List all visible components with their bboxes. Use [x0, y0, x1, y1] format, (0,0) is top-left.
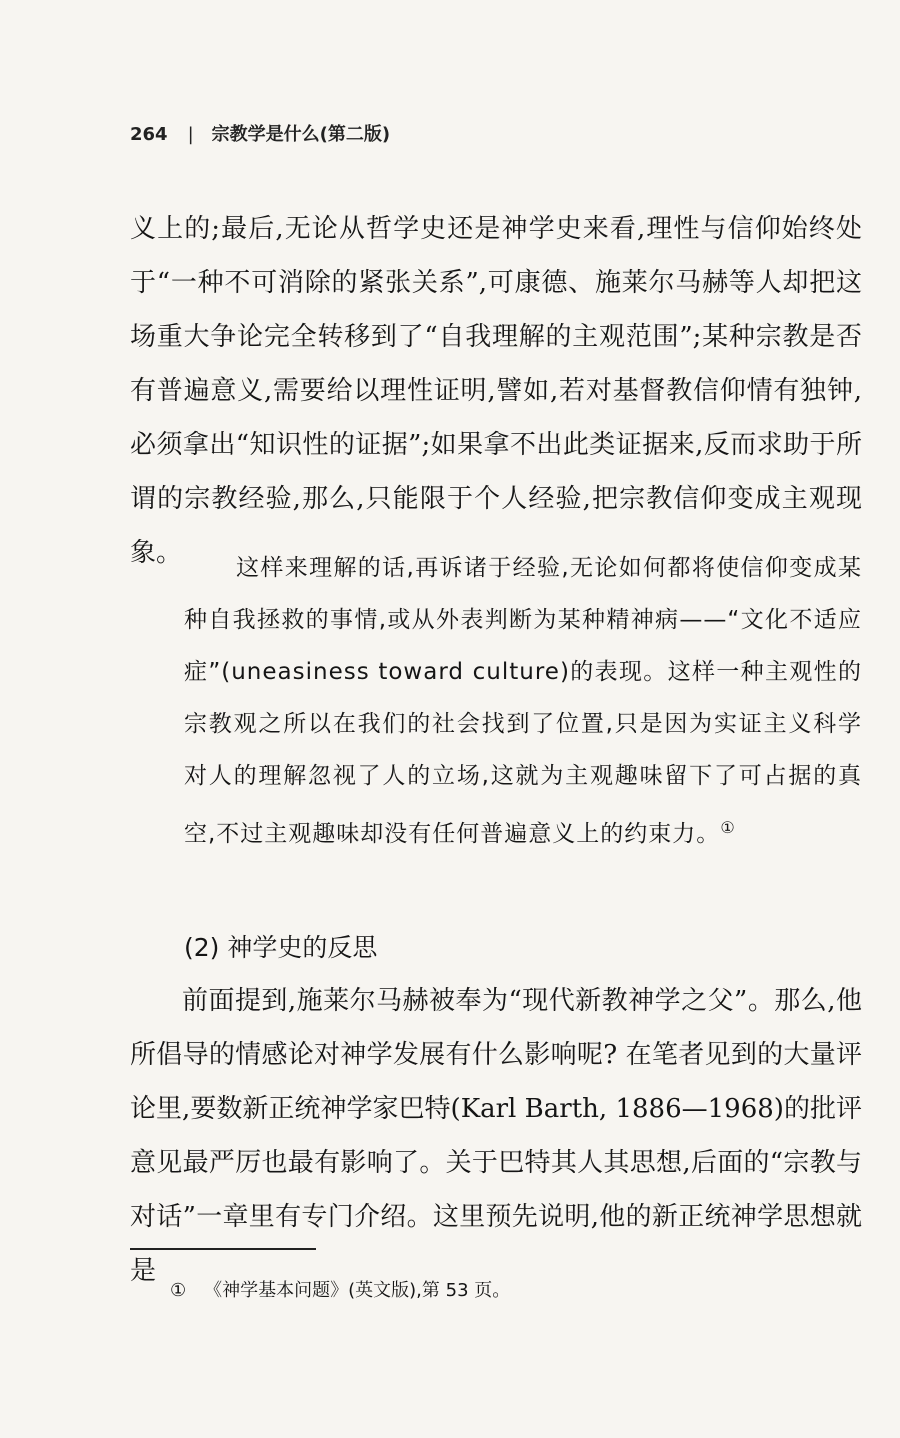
book-title: 宗教学是什么(第二版)	[211, 124, 391, 145]
block-quote	[184, 542, 862, 860]
footnote-reference: ①	[720, 818, 736, 837]
section-subheading: (2) 神学史的反思	[184, 933, 378, 962]
paragraph-body: 前面提到,施莱尔马赫被奉为“现代新教神学之父”。那么,他所倡导的情感论对神学发展有什么影响呢? 在笔者见到的大量评论里,要数新正统神学家巴特(Karl Barth, 1886—1968)的批评意见最严厉也最有影响了。关于巴特其人其思想,后面的“宗教与对话”一章里有专门介绍。这里预先说明,他的新正统神学思想就是	[130, 986, 862, 1286]
paragraph-continued: 义上的;最后,无论从哲学史还是神学史来看,理性与信仰始终处于“一种不可消除的紧张关系”,可康德、施莱尔马赫等人却把这场重大争论完全转移到了“自我理解的主观范围”;某种宗教是否有普遍意义,需要给以理性证明,譬如,若对基督教信仰情有独钟,必须拿出“知识性的证据”;如果拿不出此类证据来,反而求助于所谓的宗教经验,那么,只能限于个人经验,把宗教信仰变成主观现象。	[130, 214, 862, 568]
footnote-mark: ①	[170, 1280, 187, 1301]
footnote-divider	[130, 1248, 316, 1250]
block-quote-text: 这样来理解的话,再诉诸于经验,无论如何都将使信仰变成某种自我拯救的事情,或从外表判断为某种精神病——“文化不适应症”(uneasiness toward culture)的表现。这样一种主观性的宗教观之所以在我们的社会找到了位置,只是因为实证主义科学对人的理解忽视了人的立场,这就为主观趣味留下了可占据的真空,不过主观趣味却没有任何普遍意义上的约束力。	[184, 555, 862, 847]
header-separator: |	[187, 124, 194, 145]
footnote	[170, 1276, 510, 1306]
page-number: 264	[130, 124, 168, 145]
footnote-text: 《神学基本问题》(英文版),第 53 页。	[204, 1280, 511, 1301]
running-header	[130, 120, 390, 146]
